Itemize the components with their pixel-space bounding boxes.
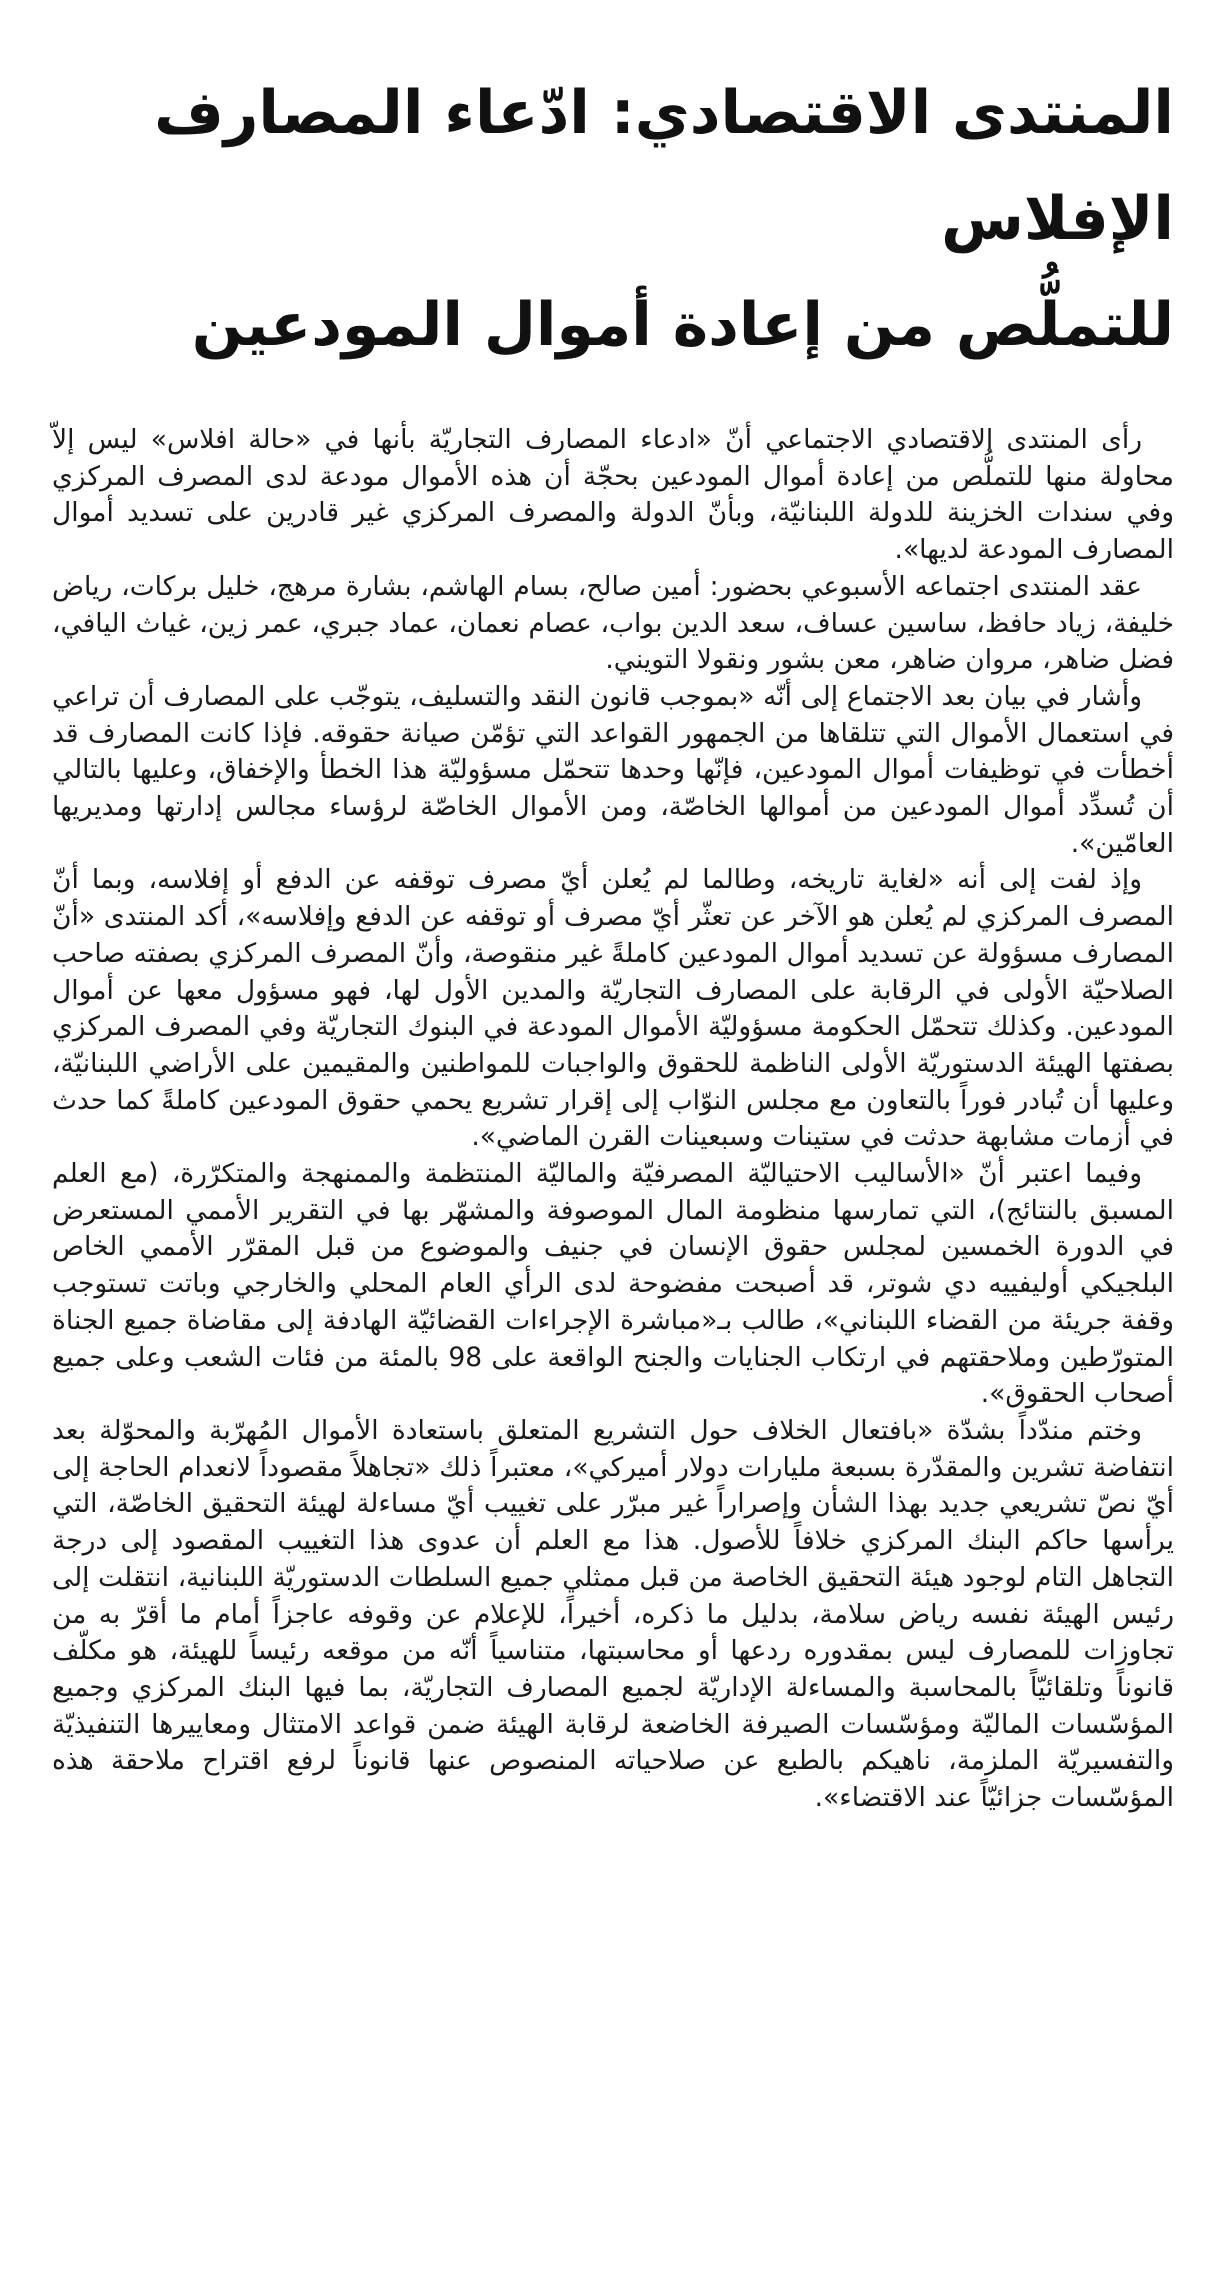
paragraph-attendees: عقد المنتدى اجتماعه الأسبوعي بحضور: أمين صالح، بسام الهاشم، بشارة مرهج، خليل بركات، رياض خليفة، زياد حافظ، ساسين عساف، سعد الدين بواب، عصام نعمان، عماد جبري، عمر زين، غياث اليافي، فضل ضاهر، مروان ضاهر، معن بشور ونقولا التويني. bbox=[52, 570, 1174, 676]
headline-line-2: للتملُّص من إعادة أموال المودعين bbox=[191, 290, 1174, 360]
paragraph-statement: وأشار في بيان بعد الاجتماع إلى أنّه «بموجب قانون النقد والتسليف، يتوجّب على المصارف أن تراعي في استعمال الأموال التي تتلقاها من الجمهور القواعد التي تؤمّن صيانة حقوقه. فإذا كانت المصارف قد أخطأت في توظيفات أموال المودعين، فإنّها وحدها تتحمّل مسؤوليّة هذا الخطأ والإخفاق، وعليها بالتالي أن تُسدِّد أموال المودعين من أموالها الخاصّة، ومن الأموال الخاصّة لرؤساء مجالس إدارتها ومديريها العامّين». bbox=[52, 680, 1174, 859]
paragraph-central-bank: وإذ لفت إلى أنه «لغاية تاريخه، وطالما لم يُعلن أيّ مصرف توقفه عن الدفع أو إفلاسه، وبما أنّ المصرف المركزي لم يُعلن هو الآخر عن تعثّر أيّ مصرف أو توقفه عن الدفع وإفلاسه»، أكد المنتدى «أنّ المصارف مسؤولة عن تسديد أموال المودعين كاملةً غير منقوصة، وأنّ المصرف المركزي بصفته صاحب الصلاحيّة الأولى في الرقابة على المصارف التجاريّة والمدين الأول لها، فهو مسؤول معها عن أموال المودعين. وكذلك تتحمّل الحكومة مسؤوليّة الأموال المودعة في البنوك التجاريّة وفي المصرف المركزي بصفتها الهيئة الدستوريّة الأولى الناظمة للحقوق والواجبات للمواطنين والمقيمين على الأراضي اللبنانيّة، وعليها أن تُبادر فوراً بالتعاون مع مجلس النوّاب إلى إقرار تشريع يحمي حقوق المودعين كاملةً كما حدث في أزمات مشابهة حدثت في ستينات وسبعينات القرن الماضي». bbox=[52, 864, 1174, 1153]
article-headline bbox=[52, 60, 1174, 378]
paragraph-intro: رأى المنتدى الاقتصادي الاجتماعي أنّ «ادعاء المصارف التجاريّة بأنها في «حالة افلاس» ليس إلاّ محاولة منها للتملُّص من إعادة أموال المودعين بحجّة أن هذه الأموال مودعة لدى المصرف المركزي وفي سندات الخزينة للدولة اللبنانيّة، وبأنّ الدولة والمصرف المركزي غير قادرين على تسديد أموال المصارف المودعة لديها». bbox=[52, 424, 1174, 566]
paragraph-conclusion: وختم مندّداً بشدّة «بافتعال الخلاف حول التشريع المتعلق باستعادة الأموال المُهرّبة والمحوّلة بعد انتفاضة تشرين والمقدّرة بسبعة مليارات دولار أميركي»، معتبراً ذلك «تجاهلاً مقصوداً لانعدام الحاجة إلى أيّ نصّ تشريعي جديد بهذا الشأن وإصراراً غير مبرّر على تغييب أيّ مساءلة لهيئة التحقيق الخاصّة، التي يرأسها حاكم البنك المركزي خلافاً للأصول. هذا مع العلم أن عدوى هذا التغييب المقصود إلى درجة التجاهل التام لوجود هيئة التحقيق الخاصة من قبل ممثلي جميع السلطات الدستوريّة اللبنانية، انتقلت إلى رئيس الهيئة نفسه رياض سلامة، بدليل ما ذكره، أخيراً، للإعلام عن وقوفه عاجزاً أمام ما أقرّ به من تجاوزات للمصارف ليس بمقدوره ردعها أو محاسبتها، متناسياً أنّه من موقعه رئيساً للهيئة، هو مكلّف قانوناً وتلقائيّاً بالمحاسبة والمساءلة الإداريّة لجميع المصارف التجاريّة، بما فيها البنك المركزي وجميع المؤسّسات الماليّة ومؤسّسات الصيرفة الخاضعة لرقابة الهيئة ضمن قواعد الامتثال ومعاييرها التنفيذيّة والتفسيريّة الملزمة، ناهيكم بالطبع عن صلاحياته المنصوص عنها قانوناً لرفع اقتراح ملاحقة هذه المؤسّسات جزائيّاً عند الاقتضاء». bbox=[52, 1414, 1174, 1814]
article-body bbox=[52, 422, 1174, 1817]
headline-line-1: المنتدى الاقتصادي: ادّعاء المصارف الإفلاس bbox=[154, 78, 1174, 254]
paragraph-judiciary: وفيما اعتبر أنّ «الأساليب الاحتياليّة المصرفيّة والماليّة المنتظمة والممنهجة والمتكرّرة، (مع العلم المسبق بالنتائج)، التي تمارسها منظومة المال الموصوفة والمشهّر بها في التقرير الأممي المستعرض في الدورة الخمسين لمجلس حقوق الإنسان في جنيف والموضوع من قبل المقرّر الأممي الخاص البلجيكي أوليفييه دي شوتر، قد أصبحت مفضوحة لدى الرأي العام المحلي والخارجي وباتت تستوجب وقفة جريئة من القضاء اللبناني»، طالب بـ«مباشرة الإجراءات القضائيّة الهادفة إلى مقاضاة جميع الجناة المتورّطين وملاحقتهم في ارتكاب الجنايات والجنح الواقعة على 98 بالمئة من فئات الشعب وعلى جميع أصحاب الحقوق». bbox=[52, 1158, 1174, 1410]
